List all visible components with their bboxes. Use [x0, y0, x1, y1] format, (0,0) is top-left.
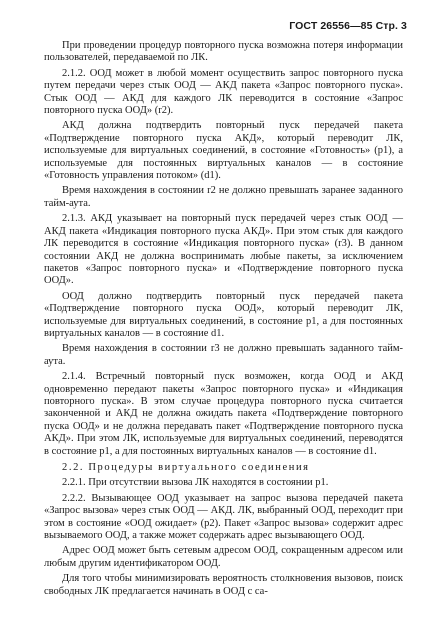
page-number: Стр. 3: [375, 20, 407, 32]
paragraph: 2.2.1. При отсутствии вызова ЛК находятся в состоянии p1.: [62, 477, 329, 489]
page-header: [289, 20, 407, 32]
section-heading: 2.2. Процедуры виртуального соединения: [62, 462, 310, 473]
paragraph: Время нахождения в состоянии r2 не должно превышать заранее заданного тайм-аута.: [44, 185, 403, 209]
paragraph: 2.1.4. Встречный повторный пуск возможен, когда ООД и АКД одновременно передают пакеты «Запрос повторного пуска» и «Индикация повторного пуска». В этом случае процедура повторного пуска считается законченной и АКД не должна ожидать пакета «Подтверждение повторного пуска ООД» и не должна передавать пакет «Подтверждение повторного пуска АКД». При этом ЛК, используемые для виртуальных соединений, переводятся в состояние p1, а для постоянных виртуальных каналов — в состояние d1.: [44, 371, 403, 457]
paragraph: Для того чтобы минимизировать вероятность столкновения вызовов, поиск свободных ЛК предлагается начинать в ООД с са-: [44, 573, 403, 597]
standard-number: ГОСТ 26556—85: [289, 20, 373, 32]
paragraph: Адрес ООД может быть сетевым адресом ООД, сокращенным адресом или любым другим идентификатором ООД.: [44, 545, 403, 569]
paragraph: АКД должна подтвердить повторный пуск передачей пакета «Подтверждение повторного пуска АКД», который переводит ЛК, используемые для виртуальных соединений, в состояние «Готовность» (p1), а используемые для постоянных виртуальных каналов — в состояние «Готовность управления потоком» (d1).: [44, 120, 403, 182]
paragraph: Время нахождения в состоянии r3 не должно превышать заданного тайм-аута.: [44, 343, 403, 367]
paragraph: 2.1.2. ООД может в любой момент осуществить запрос повторного пуска путем передачи через стык ООД — АКД пакета «Запрос повторного пуска». Стык ООД — АКД для каждого ЛК переводится в состояние «Запрос повторного пуска ООД» (r2).: [44, 67, 403, 117]
paragraph: 2.1.3. АКД указывает на повторный пуск передачей через стык ООД — АКД пакета «Индикация повторного пуска АКД». При этом стык для каждого ЛК переводится в состояние «Индикация повторного пуска» (r3). В данном состоянии АКД не должна воспринимать любые пакеты, за исключением пакетов «Запрос повторного пуска» и «Подтверждение повторного пуска ООД».: [44, 213, 403, 287]
paragraph: 2.2.2. Вызывающее ООД указывает на запрос вызова передачей пакета «Запрос вызова» через стык ООД — АКД. ЛК, выбранный ООД, переходит при этом в состояние «ООД ожидает» (p2). Пакет «Запрос вызова» содержит адрес вызываемого ООД, а также может содержать адрес вызывающего ООД.: [44, 492, 403, 542]
paragraph: ООД должно подтвердить повторный пуск передачей пакета «Подтверждение повторного пуска ООД», который переводит ЛК, используемые для виртуальных соединений, в состояние p1, а для постоянных виртуальных каналов — в состояние d1.: [44, 290, 403, 339]
paragraph: При проведении процедур повторного пуска возможна потеря информации пользователей, передаваемой по ЛК.: [44, 40, 403, 64]
document-body: [44, 40, 403, 598]
